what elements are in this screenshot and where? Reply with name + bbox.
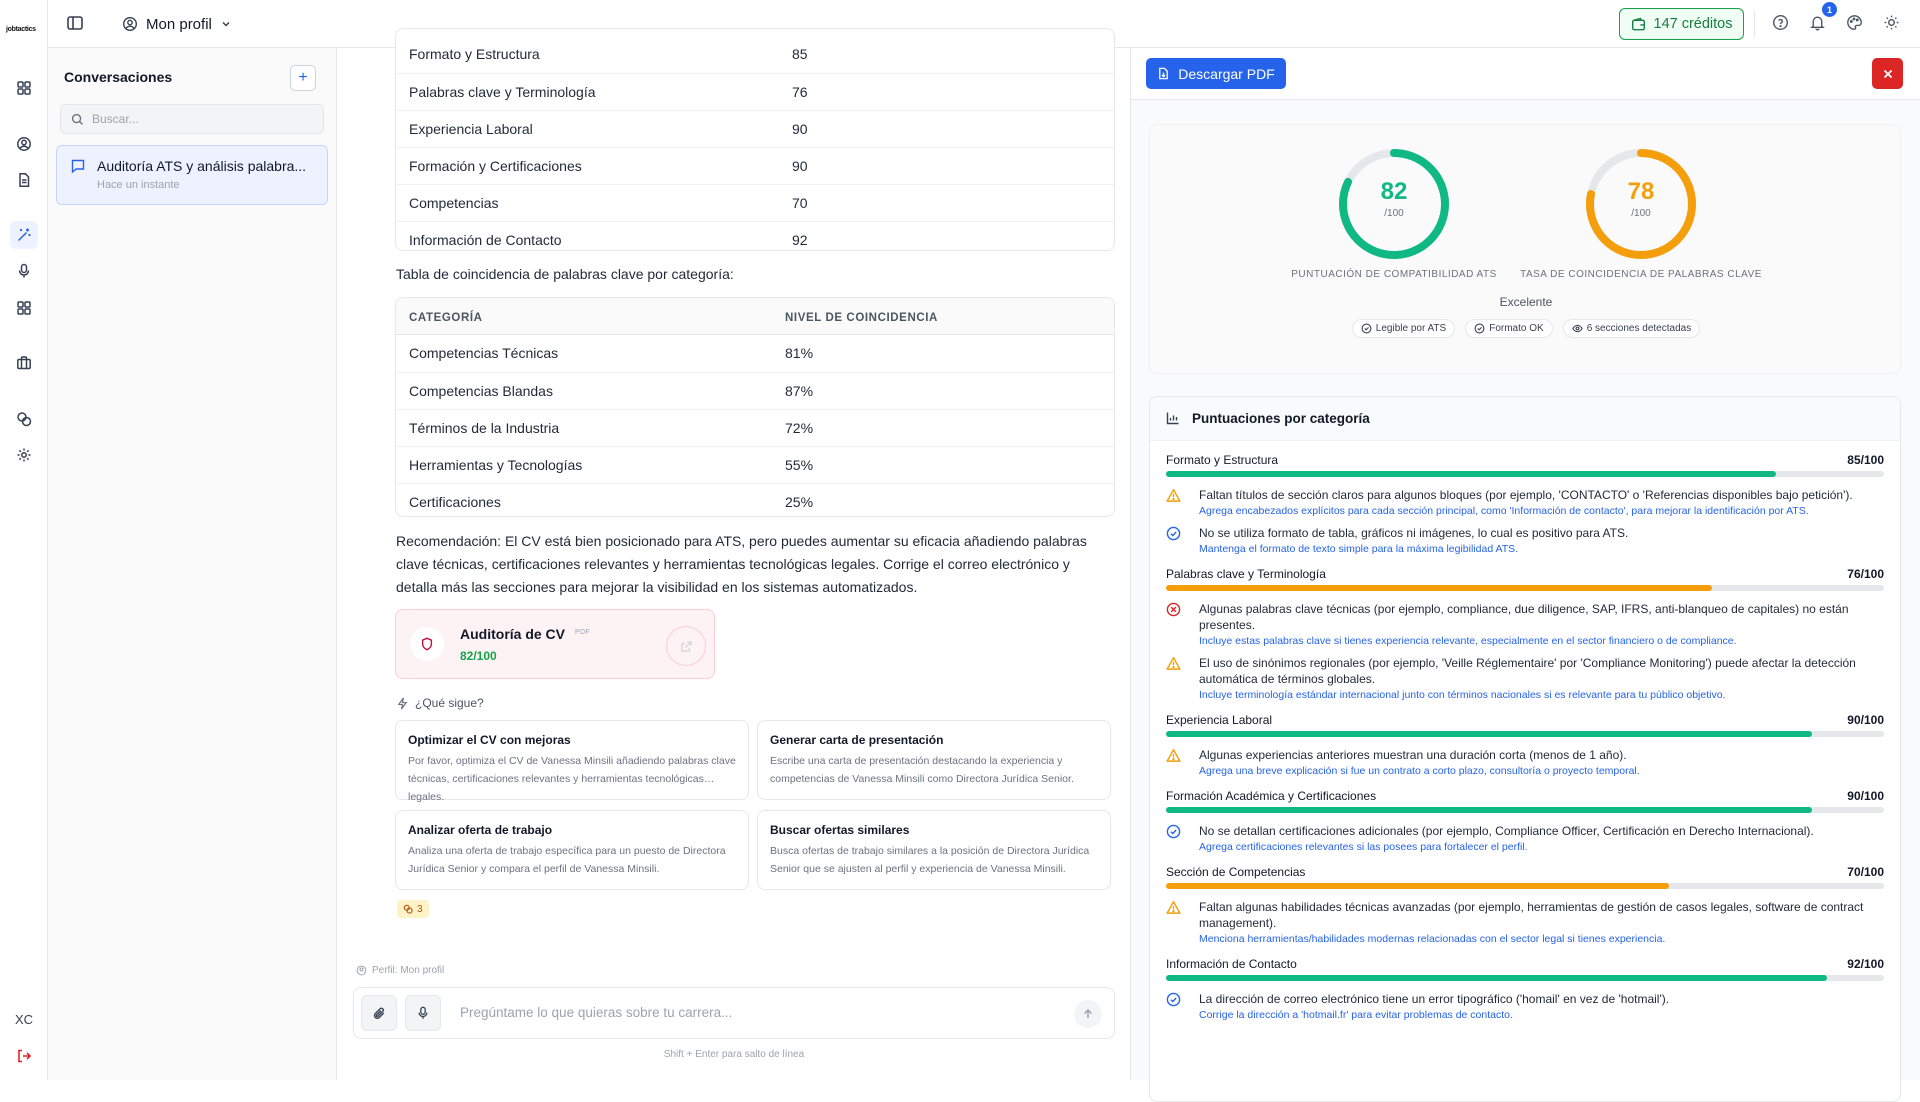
voice-button[interactable] [405, 995, 441, 1031]
table-row [396, 73, 1114, 110]
check-circle-icon [1474, 323, 1485, 334]
table-row [396, 409, 1114, 446]
warning-icon [1166, 748, 1181, 763]
issue-suggestion[interactable]: Mantenga el formato de texto simple para la máxima legibilidad ATS. [1199, 543, 1519, 555]
table-header [396, 298, 1114, 335]
issue-item [1166, 487, 1886, 523]
recommendation-line: Recomendación: El CV está bien posicionado para ATS, pero puedes aumentar su eficacia añadiendo palabras [396, 533, 1087, 549]
search-input[interactable]: Buscar... [92, 112, 139, 126]
issue-suggestion[interactable]: Corrige la dirección a 'hotmail.fr' para evitar problemas de contacto. [1199, 1009, 1513, 1021]
table-row [396, 335, 1114, 372]
issue-item [1166, 601, 1886, 653]
rating-text: Excelente [1499, 295, 1553, 309]
warning-icon [1166, 900, 1181, 915]
score-summary-card [1149, 124, 1901, 374]
user-circle-icon [356, 965, 367, 976]
progress-fill [1166, 975, 1827, 981]
table-cell: Certificaciones [409, 494, 501, 510]
issue-message: automática de términos globales. [1199, 672, 1376, 686]
external-link-icon[interactable] [666, 626, 706, 666]
file-download-icon [1157, 67, 1170, 80]
cost-value: 3 [417, 903, 423, 915]
pdf-badge: PDF [575, 629, 590, 636]
category-score: 70/100 [1847, 865, 1884, 879]
suggestion-card[interactable] [395, 720, 749, 803]
table-cell: Competencias [409, 195, 499, 211]
issue-suggestion[interactable]: Agrega encabezados explícitos para cada sección principal, como 'Información de contacto', para mejorar la identificación por ATS. [1199, 505, 1809, 517]
notification-badge: 1 [1822, 2, 1837, 17]
profile-hint-text: Perfil: Mon profil [372, 965, 445, 976]
send-button[interactable] [1074, 1000, 1102, 1028]
category-score: 76/100 [1847, 567, 1884, 581]
chat-input[interactable]: Pregúntame lo que quieras sobre tu carrera... [460, 1005, 733, 1020]
category-progress-bar [1166, 585, 1884, 591]
issue-suggestion[interactable]: Agrega certificaciones relevantes si las posees para fortalecer el perfil. [1199, 841, 1528, 853]
issue-message: El uso de sinónimos regionales (por ejemplo, 'Veille Réglementaire' por 'Compliance Monitoring') puede afectar la detección [1199, 656, 1856, 670]
conversation-title: Auditoría ATS y análisis palabra... [97, 158, 307, 174]
ats-score-denominator: /100 [1384, 208, 1404, 219]
issue-item [1166, 525, 1886, 561]
table-cell: 81% [785, 345, 814, 361]
check-circle-icon [1361, 323, 1372, 334]
download-pdf-button[interactable] [1146, 58, 1286, 89]
issue-item [1166, 823, 1886, 859]
arrow-up-icon [1082, 1008, 1094, 1020]
table-cell: Experiencia Laboral [409, 121, 533, 137]
microphone-icon [416, 1006, 430, 1020]
suggestion-title: Optimizar el CV con mejoras [408, 733, 571, 747]
category-scores-card [1149, 396, 1901, 1102]
suggestion-title: Buscar ofertas similares [770, 823, 910, 837]
conversation-item[interactable] [56, 145, 328, 205]
conversation-search[interactable] [60, 104, 324, 134]
microphone-icon[interactable] [10, 257, 38, 285]
ats-score-value: 82 [1380, 178, 1408, 205]
suggestion-title: Generar carta de presentación [770, 733, 944, 747]
recommendation-line: clave técnicas, certificaciones relevantes y herramientas tecnológicas legales. Corrige el correo electrónico y [396, 556, 1070, 572]
keyword-table [395, 297, 1115, 517]
chip-label: Formato OK [1489, 323, 1544, 334]
suggestion-description: Por favor, optimiza el CV de Vanessa Minsili añadiendo palabras clave técnicas, certificaciones relevantes y herramientas tecnológicas legales. [408, 755, 736, 803]
table-cell: 70 [792, 195, 808, 211]
issue-message: No se utiliza formato de tabla, gráficos ni imágenes, lo cual es positivo para ATS. [1199, 526, 1629, 540]
category-name: Palabras clave y Terminología [1166, 567, 1326, 581]
category-progress-bar [1166, 883, 1884, 889]
warning-icon [1166, 656, 1181, 671]
report-panel [1130, 48, 1920, 1080]
recommendation-line: detalla más las secciones para mejorar la visibilidad en los sistemas automatizados. [396, 579, 918, 595]
category-score: 90/100 [1847, 713, 1884, 727]
chip-label: 6 secciones detectadas [1586, 323, 1692, 334]
icon-rail [0, 0, 48, 1080]
table-cell: Competencias Técnicas [409, 345, 559, 361]
table-cell: Términos de la Industria [409, 420, 560, 436]
column-header: NIVEL DE COINCIDENCIA [785, 312, 938, 324]
chat-input-box [353, 987, 1115, 1039]
palette-icon[interactable] [1846, 14, 1863, 31]
ats-score-label: PUNTUACIÓN DE COMPATIBILIDAD ATS [1291, 269, 1497, 280]
score-table [395, 28, 1115, 251]
status-chip [1465, 319, 1552, 338]
credits-button[interactable] [1619, 8, 1744, 40]
bell-icon[interactable] [1809, 14, 1826, 31]
category-name: Sección de Competencias [1166, 865, 1306, 879]
table-row [396, 110, 1114, 147]
table-cell: Palabras clave y Terminología [409, 84, 596, 100]
table-cell: Formato y Estructura [409, 46, 540, 62]
category-scores-header [1150, 397, 1900, 441]
category-score: 92/100 [1847, 957, 1884, 971]
progress-fill [1166, 807, 1812, 813]
apps-grid-icon[interactable] [10, 294, 38, 322]
table-row [396, 483, 1114, 520]
document-icon[interactable] [10, 166, 38, 194]
user-circle-icon [122, 16, 138, 32]
profile-selector[interactable] [122, 12, 232, 36]
category-name: Experiencia Laboral [1166, 713, 1273, 727]
category-progress-bar [1166, 807, 1884, 813]
table-cell: Herramientas y Tecnologías [409, 457, 583, 473]
issue-message: presentes. [1199, 618, 1256, 632]
category-scores-title: Puntuaciones por categoría [1192, 411, 1370, 426]
check-circle-icon [1166, 824, 1181, 839]
divider [1754, 10, 1755, 38]
table-row [396, 184, 1114, 221]
suggestion-title: Analizar oferta de trabajo [408, 823, 553, 837]
table-row [396, 372, 1114, 409]
close-icon [1882, 68, 1894, 80]
status-chips [1150, 319, 1902, 338]
issue-item [1166, 655, 1886, 707]
issue-suggestion[interactable]: Incluye estas palabras clave si tienes experiencia relevante, especialmente en el sector financiero o de compliance. [1199, 635, 1737, 647]
issue-message: No se detallan certificaciones adicionales (por ejemplo, Compliance Officer, Certificación en Derecho Internacional). [1199, 824, 1814, 838]
progress-fill [1166, 883, 1669, 889]
chip-label: Legible por ATS [1375, 323, 1447, 334]
lightning-icon [396, 697, 409, 710]
table-cell: 85 [792, 46, 808, 62]
progress-fill [1166, 585, 1712, 591]
issue-item [1166, 899, 1886, 951]
help-icon[interactable] [1772, 14, 1789, 31]
category-score: 90/100 [1847, 789, 1884, 803]
issue-item [1166, 991, 1886, 1027]
issue-message: Algunas palabras clave técnicas (por ejemplo, compliance, due diligence, SAP, IFRS, anti-blanqueo de capitales) no están [1199, 602, 1849, 616]
issue-message: management). [1199, 916, 1277, 930]
check-circle-icon [1166, 526, 1181, 541]
sun-icon[interactable] [1883, 14, 1900, 31]
issue-message: Algunas experiencias anteriores muestran una duración corta (menos de 1 año). [1199, 748, 1627, 762]
coins-icon [403, 904, 413, 914]
download-label: Descargar PDF [1178, 65, 1275, 82]
table-cell: 76 [792, 84, 808, 100]
shortcut-hint: Shift + Enter para salto de línea [663, 1049, 805, 1060]
issue-suggestion[interactable]: Agrega una breve explicación si fue un contrato a corto plazo, consultoría o proyecto temporal. [1199, 765, 1640, 777]
shield-icon [410, 627, 444, 661]
chat-area [338, 48, 1130, 1080]
chevron-down-icon [220, 18, 232, 30]
column-header: CATEGORÍA [409, 312, 483, 324]
app-logo[interactable]: jobtactics [6, 26, 36, 33]
conversation-time: Hace un instante [97, 179, 180, 191]
table-cell: 92 [792, 232, 808, 248]
new-conversation-button[interactable]: + [290, 65, 316, 91]
next-steps-label: ¿Qué sigue? [415, 696, 484, 710]
conversations-panel [48, 48, 337, 1080]
audit-card[interactable] [395, 609, 715, 679]
user-initials[interactable]: XC [14, 1012, 34, 1027]
issue-message: La dirección de correo electrónico tiene un error tipográfico ('homail' en vez de 'hotmail'). [1199, 992, 1670, 1006]
table-cell: 72% [785, 420, 814, 436]
issue-suggestion[interactable]: Incluye terminología estándar internacional junto con términos nacionales si es relevante para tu público objetivo. [1199, 689, 1726, 701]
table-cell: 87% [785, 383, 814, 399]
profile-hint [356, 965, 444, 976]
category-progress-bar [1166, 975, 1884, 981]
dashboard-icon[interactable] [10, 74, 38, 102]
error-circle-icon [1166, 602, 1181, 617]
progress-fill [1166, 731, 1812, 737]
audit-title: Auditoría de CV [460, 626, 566, 642]
attach-button[interactable] [361, 995, 397, 1031]
category-name: Información de Contacto [1166, 957, 1297, 971]
sidebar-toggle-icon[interactable] [66, 14, 84, 32]
category-progress-bar [1166, 731, 1884, 737]
magic-wand-icon[interactable] [10, 221, 38, 249]
next-steps-heading [396, 696, 484, 710]
user-circle-icon[interactable] [10, 130, 38, 158]
suggestion-description: Busca ofertas de trabajo similares a la posición de Directora Jurídica Senior que se ajusten al perfil y experiencia de Vanessa Minsili. [770, 845, 1090, 875]
logout-icon[interactable] [10, 1042, 38, 1070]
settings-gear-icon[interactable] [10, 441, 38, 469]
issue-item [1166, 747, 1886, 783]
briefcase-icon[interactable] [10, 349, 38, 377]
table-cell: 90 [792, 158, 808, 174]
chat-bubble-icon [70, 158, 86, 174]
table-row [396, 446, 1114, 483]
suggestion-card[interactable] [757, 720, 1111, 800]
issue-suggestion[interactable]: Menciona herramientas/habilidades modernas relacionadas con el sector legal si tienes experiencia. [1199, 933, 1666, 945]
conversations-title: Conversaciones [64, 69, 173, 85]
table-cell: Información de Contacto [409, 232, 562, 248]
category-score: 85/100 [1847, 453, 1884, 467]
table-cell: 90 [792, 121, 808, 137]
table-cell: Competencias Blandas [409, 383, 553, 399]
keyword-match-label: TASA DE COINCIDENCIA DE PALABRAS CLAVE [1520, 269, 1762, 280]
audit-score: 82/100 [460, 649, 497, 663]
warning-icon [1166, 488, 1181, 503]
close-button[interactable] [1872, 58, 1903, 89]
report-toolbar [1131, 48, 1920, 100]
paperclip-icon [372, 1006, 387, 1021]
status-chip [1352, 319, 1455, 338]
coins-icon[interactable] [10, 405, 38, 433]
search-icon [71, 113, 84, 126]
status-chip [1563, 319, 1701, 338]
table-cell: 25% [785, 494, 814, 510]
category-progress-bar [1166, 471, 1884, 477]
table-row [396, 221, 1114, 258]
bar-chart-icon [1166, 411, 1180, 425]
suggestion-card[interactable] [395, 810, 749, 890]
table-cell: 55% [785, 457, 814, 473]
credits-count: 147 créditos [1653, 16, 1733, 32]
wallet-icon [1631, 17, 1646, 32]
keyword-match-value: 78 [1627, 178, 1655, 205]
table-row [396, 147, 1114, 184]
issue-message: Faltan títulos de sección claros para algunos bloques (por ejemplo, 'CONTACTO' o 'Referencias disponibles bajo petición'). [1199, 488, 1853, 502]
eye-icon [1572, 323, 1583, 334]
keyword-table-caption: Tabla de coincidencia de palabras clave por categoría: [396, 266, 734, 282]
table-row [396, 36, 1114, 73]
keyword-match-denominator: /100 [1631, 208, 1651, 219]
suggestion-description: Escribe una carta de presentación destacando la experiencia y competencias de Vanessa Minsili como Directora Jurídica Senior. [770, 755, 1074, 785]
issue-message: Faltan algunas habilidades técnicas avanzadas (por ejemplo, herramientas de gestión de casos legales, software de contract [1199, 900, 1864, 914]
check-circle-icon [1166, 992, 1181, 1007]
cost-badge [397, 900, 429, 918]
table-cell: Formación y Certificaciones [409, 158, 582, 174]
profile-name: Mon profil [146, 15, 212, 33]
category-name: Formato y Estructura [1166, 453, 1279, 467]
suggestion-card[interactable] [757, 810, 1111, 890]
progress-fill [1166, 471, 1776, 477]
category-name: Formación Académica y Certificaciones [1166, 789, 1377, 803]
suggestion-description: Analiza una oferta de trabajo específica para un puesto de Directora Jurídica Senior y compara el perfil de Vanessa Minsili. [408, 845, 726, 875]
